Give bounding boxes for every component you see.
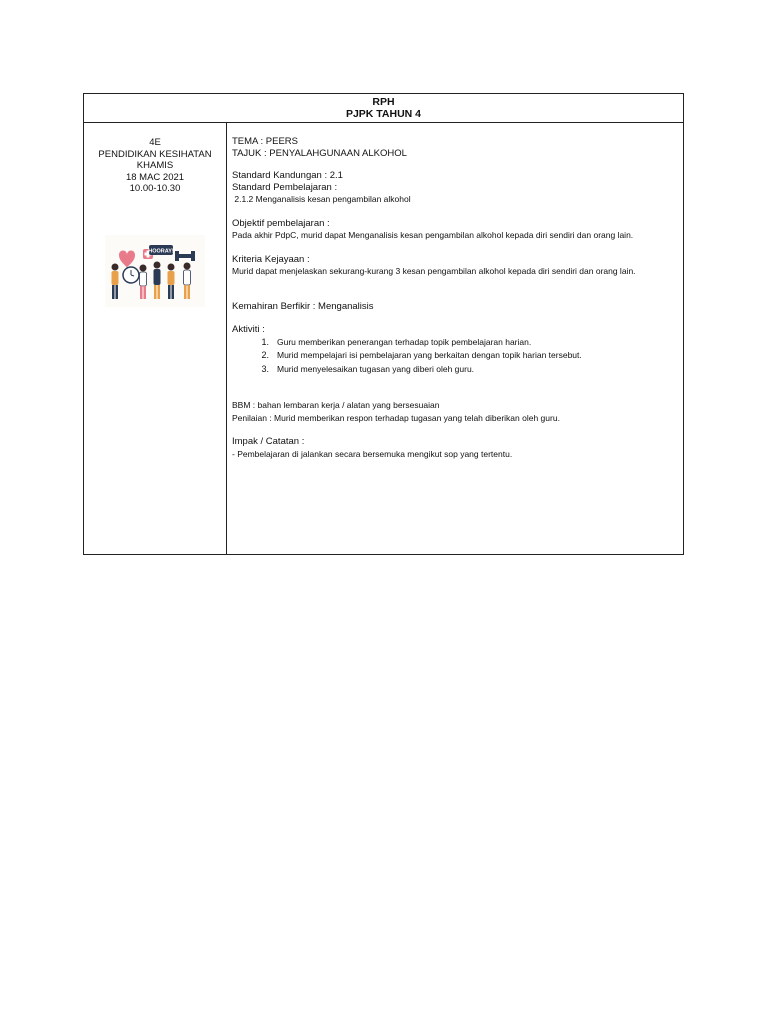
tema-line: TEMA : PEERS	[232, 136, 298, 147]
header-subtitle: PJPK TAHUN 4	[345, 108, 422, 120]
class-label: 4E	[149, 137, 161, 148]
list-item	[232, 363, 677, 377]
kriteria-text: Murid dapat menjelaskan sekurang-kurang 3 kesan pengambilan alkohol kepada diri sendiri dan orang lain.	[232, 266, 636, 276]
list-item-text: Murid mempelajari isi pembelajaran yang berkaitan dengan topik harian tersebut.	[277, 350, 582, 360]
tajuk-line: TAJUK : PENYALAHGUNAAN ALKOHOL	[232, 147, 407, 159]
list-item-text: Guru memberikan penerangan terhadap topik pembelajaran harian.	[277, 336, 532, 347]
kriteria-title: Kriteria Kejayaan :	[232, 253, 310, 265]
impak-text: - Pembelajaran di jalankan secara bersemuka mengikut sop yang tertentu.	[232, 448, 513, 459]
table-body	[84, 123, 683, 554]
list-item-number: 1.	[261, 336, 269, 347]
objektif-text: Pada akhir PdpC, murid dapat Menganalisis kesan pengambilan alkohol kepada diri sendiri dan orang lain.	[232, 230, 634, 240]
day-label: KHAMIS	[136, 160, 174, 171]
aktiviti-title: Aktiviti :	[232, 324, 265, 335]
impak-title: Impak / Catatan :	[232, 436, 305, 447]
kemahiran-line: Kemahiran Berfikir : Menganalisis	[232, 300, 374, 312]
list-item	[232, 349, 677, 363]
standard-pembelajaran: Standard Pembelajaran :	[232, 181, 338, 193]
people-group-illustration	[105, 235, 205, 307]
standard-kandungan: Standard Kandungan : 2.1	[232, 170, 343, 181]
hooray-sign-text: HOORAY!	[148, 248, 174, 254]
aktiviti-list	[232, 336, 677, 377]
header-title: RPH	[372, 96, 395, 108]
bbm-line: BBM : bahan lembaran kerja / alatan yang bersesuaian	[232, 400, 440, 410]
time-label: 10.00-10.30	[129, 183, 181, 194]
subject-label: PENDIDIKAN KESIHATAN	[98, 148, 212, 160]
list-item-number: 2.	[261, 350, 269, 360]
table-header	[84, 94, 683, 123]
standard-detail: 2.1.2 Menganalisis kesan pengambilan alkohol	[232, 194, 411, 204]
list-item-number: 3.	[261, 363, 269, 374]
lesson-plan-table	[83, 93, 684, 555]
objektif-title: Objektif pembelajaran :	[232, 217, 330, 229]
list-item-text: Murid menyelesaikan tugasan yang diberi oleh guru.	[277, 363, 475, 374]
list-item	[232, 336, 677, 350]
right-column	[227, 123, 683, 554]
date-label: 18 MAC 2021	[125, 171, 185, 183]
penilaian-line: Penilaian : Murid memberikan respon terhadap tugasan yang telah diberikan oleh guru.	[232, 412, 560, 423]
left-column	[84, 123, 227, 554]
